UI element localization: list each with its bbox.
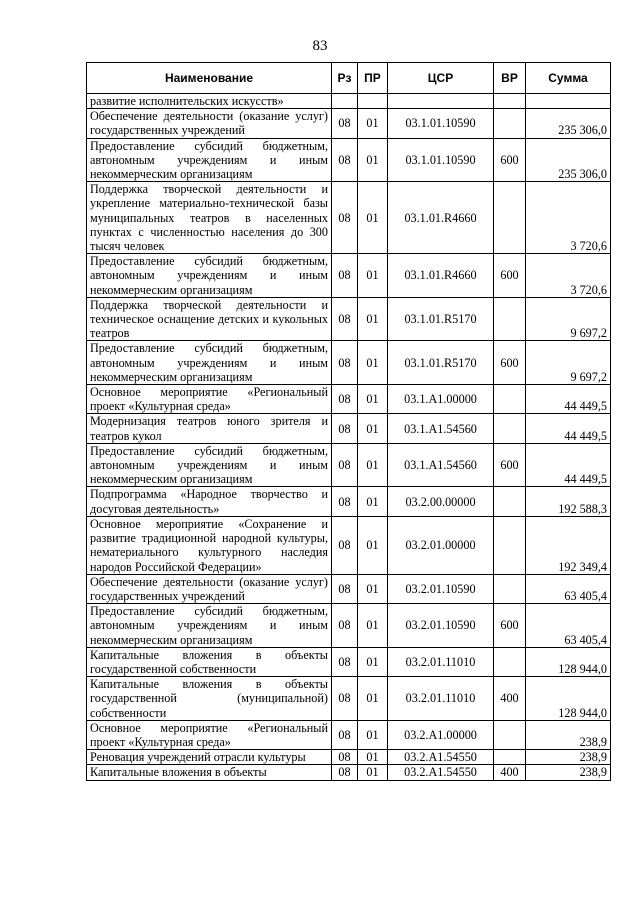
budget-table xyxy=(86,62,611,781)
row-vr xyxy=(494,647,526,676)
row-rz: 08 xyxy=(332,574,358,603)
table-row xyxy=(87,414,611,443)
row-rz: 08 xyxy=(332,414,358,443)
header-pr: ПР xyxy=(358,63,388,94)
row-csr xyxy=(388,94,494,109)
table-row xyxy=(87,109,611,138)
row-sum: 238,9 xyxy=(526,750,611,765)
header-sum: Сумма xyxy=(526,63,611,94)
table-row xyxy=(87,765,611,780)
row-pr: 01 xyxy=(358,138,388,182)
row-vr xyxy=(494,385,526,414)
row-name: Обеспечение деятельности (оказание услуг) государственных учреждений xyxy=(87,574,332,603)
row-sum: 128 944,0 xyxy=(526,647,611,676)
row-csr: 03.1.01.R4660 xyxy=(388,254,494,298)
row-rz: 08 xyxy=(332,765,358,780)
row-sum: 192 588,3 xyxy=(526,487,611,516)
row-rz: 08 xyxy=(332,647,358,676)
row-csr: 03.2.A1.54550 xyxy=(388,765,494,780)
row-pr: 01 xyxy=(358,720,388,749)
row-sum xyxy=(526,94,611,109)
table-row xyxy=(87,647,611,676)
row-name: Предоставление субсидий бюджетным, автономным учреждениям и иным некоммерческим организациям xyxy=(87,254,332,298)
row-pr: 01 xyxy=(358,487,388,516)
row-rz: 08 xyxy=(332,443,358,487)
row-csr: 03.1.A1.54560 xyxy=(388,414,494,443)
row-sum: 128 944,0 xyxy=(526,677,611,721)
header-vr: ВР xyxy=(494,63,526,94)
row-pr: 01 xyxy=(358,677,388,721)
row-name: Капитальные вложения в объекты xyxy=(87,765,332,780)
row-name: Основное мероприятие «Региональный проект «Культурная среда» xyxy=(87,720,332,749)
table-row xyxy=(87,385,611,414)
row-csr: 03.2.A1.54550 xyxy=(388,750,494,765)
row-pr: 01 xyxy=(358,341,388,385)
row-sum: 44 449,5 xyxy=(526,385,611,414)
table-row xyxy=(87,341,611,385)
row-csr: 03.1.01.R5170 xyxy=(388,341,494,385)
row-vr xyxy=(494,750,526,765)
row-sum: 235 306,0 xyxy=(526,109,611,138)
table-row xyxy=(87,138,611,182)
row-sum: 9 697,2 xyxy=(526,297,611,341)
row-rz: 08 xyxy=(332,385,358,414)
row-rz: 08 xyxy=(332,516,358,574)
row-vr xyxy=(494,182,526,254)
row-sum: 3 720,6 xyxy=(526,254,611,298)
row-rz: 08 xyxy=(332,487,358,516)
row-csr: 03.1.A1.54560 xyxy=(388,443,494,487)
row-csr: 03.1.01.10590 xyxy=(388,109,494,138)
row-pr: 01 xyxy=(358,414,388,443)
row-pr xyxy=(358,94,388,109)
row-csr: 03.2.A1.00000 xyxy=(388,720,494,749)
row-name: Капитальные вложения в объекты государственной (муниципальной) собственности xyxy=(87,677,332,721)
row-name: Поддержка творческой деятельности и укрепление материально-технической базы муниципальных театров в населенных пунктах с численностью населения до 300 тысяч человек xyxy=(87,182,332,254)
row-rz: 08 xyxy=(332,297,358,341)
row-rz: 08 xyxy=(332,182,358,254)
row-pr: 01 xyxy=(358,109,388,138)
row-vr: 600 xyxy=(494,604,526,648)
header-rz: Рз xyxy=(332,63,358,94)
row-pr: 01 xyxy=(358,385,388,414)
row-name: Реновация учреждений отрасли культуры xyxy=(87,750,332,765)
row-csr: 03.2.01.11010 xyxy=(388,647,494,676)
row-csr: 03.2.01.00000 xyxy=(388,516,494,574)
row-sum: 192 349,4 xyxy=(526,516,611,574)
row-csr: 03.2.01.11010 xyxy=(388,677,494,721)
table-row xyxy=(87,677,611,721)
row-vr: 600 xyxy=(494,254,526,298)
row-vr xyxy=(494,574,526,603)
row-name: Предоставление субсидий бюджетным, автономным учреждениям и иным некоммерческим организациям xyxy=(87,138,332,182)
row-rz: 08 xyxy=(332,109,358,138)
row-sum: 63 405,4 xyxy=(526,604,611,648)
table-row xyxy=(87,297,611,341)
row-name: Предоставление субсидий бюджетным, автономным учреждениям и иным некоммерческим организациям xyxy=(87,341,332,385)
table-row xyxy=(87,487,611,516)
row-vr: 400 xyxy=(494,677,526,721)
page-number: 83 xyxy=(312,38,328,54)
row-vr: 600 xyxy=(494,138,526,182)
row-pr: 01 xyxy=(358,182,388,254)
row-pr: 01 xyxy=(358,297,388,341)
row-vr xyxy=(494,94,526,109)
row-name: Капитальные вложения в объекты государственной собственности xyxy=(87,647,332,676)
row-sum: 235 306,0 xyxy=(526,138,611,182)
row-rz xyxy=(332,94,358,109)
row-csr: 03.1.01.R5170 xyxy=(388,297,494,341)
row-rz: 08 xyxy=(332,341,358,385)
header-name: Наименование xyxy=(87,63,332,94)
row-name: Поддержка творческой деятельности и техническое оснащение детских и кукольных театров xyxy=(87,297,332,341)
row-pr: 01 xyxy=(358,647,388,676)
row-vr xyxy=(494,414,526,443)
row-sum: 3 720,6 xyxy=(526,182,611,254)
row-pr: 01 xyxy=(358,516,388,574)
row-vr xyxy=(494,297,526,341)
row-rz: 08 xyxy=(332,720,358,749)
row-sum: 9 697,2 xyxy=(526,341,611,385)
row-name: Модернизация театров юного зрителя и театров кукол xyxy=(87,414,332,443)
row-name: Основное мероприятие «Сохранение и развитие традиционной народной культуры, нематериального культурного наследия народов Российской Федерации» xyxy=(87,516,332,574)
row-vr xyxy=(494,516,526,574)
row-pr: 01 xyxy=(358,574,388,603)
row-rz: 08 xyxy=(332,677,358,721)
row-vr xyxy=(494,487,526,516)
row-sum: 44 449,5 xyxy=(526,443,611,487)
row-vr: 600 xyxy=(494,443,526,487)
row-vr xyxy=(494,720,526,749)
row-sum: 44 449,5 xyxy=(526,414,611,443)
row-csr: 03.2.00.00000 xyxy=(388,487,494,516)
row-pr: 01 xyxy=(358,765,388,780)
row-rz: 08 xyxy=(332,750,358,765)
row-pr: 01 xyxy=(358,443,388,487)
table-row xyxy=(87,604,611,648)
row-vr xyxy=(494,109,526,138)
row-sum: 238,9 xyxy=(526,765,611,780)
table-row xyxy=(87,720,611,749)
table-row xyxy=(87,254,611,298)
row-pr: 01 xyxy=(358,254,388,298)
row-sum: 238,9 xyxy=(526,720,611,749)
table-row xyxy=(87,516,611,574)
row-csr: 03.1.01.10590 xyxy=(388,138,494,182)
row-name: Предоставление субсидий бюджетным, автономным учреждениям и иным некоммерческим организациям xyxy=(87,604,332,648)
row-sum: 63 405,4 xyxy=(526,574,611,603)
table-row xyxy=(87,94,611,109)
row-pr: 01 xyxy=(358,750,388,765)
table-row xyxy=(87,182,611,254)
row-rz: 08 xyxy=(332,138,358,182)
row-rz: 08 xyxy=(332,604,358,648)
table-header-row xyxy=(87,63,611,94)
header-csr: ЦСР xyxy=(388,63,494,94)
row-csr: 03.1.01.R4660 xyxy=(388,182,494,254)
row-pr: 01 xyxy=(358,604,388,648)
row-vr: 600 xyxy=(494,341,526,385)
row-name: Обеспечение деятельности (оказание услуг) государственных учреждений xyxy=(87,109,332,138)
table-row xyxy=(87,750,611,765)
row-rz: 08 xyxy=(332,254,358,298)
row-csr: 03.2.01.10590 xyxy=(388,574,494,603)
table-row xyxy=(87,574,611,603)
table-row xyxy=(87,443,611,487)
row-csr: 03.1.A1.00000 xyxy=(388,385,494,414)
row-vr: 400 xyxy=(494,765,526,780)
row-name: развитие исполнительских искусств» xyxy=(87,94,332,109)
row-name: Предоставление субсидий бюджетным, автономным учреждениям и иным некоммерческим организациям xyxy=(87,443,332,487)
row-csr: 03.2.01.10590 xyxy=(388,604,494,648)
row-name: Основное мероприятие «Региональный проект «Культурная среда» xyxy=(87,385,332,414)
row-name: Подпрограмма «Народное творчество и досуговая деятельность» xyxy=(87,487,332,516)
